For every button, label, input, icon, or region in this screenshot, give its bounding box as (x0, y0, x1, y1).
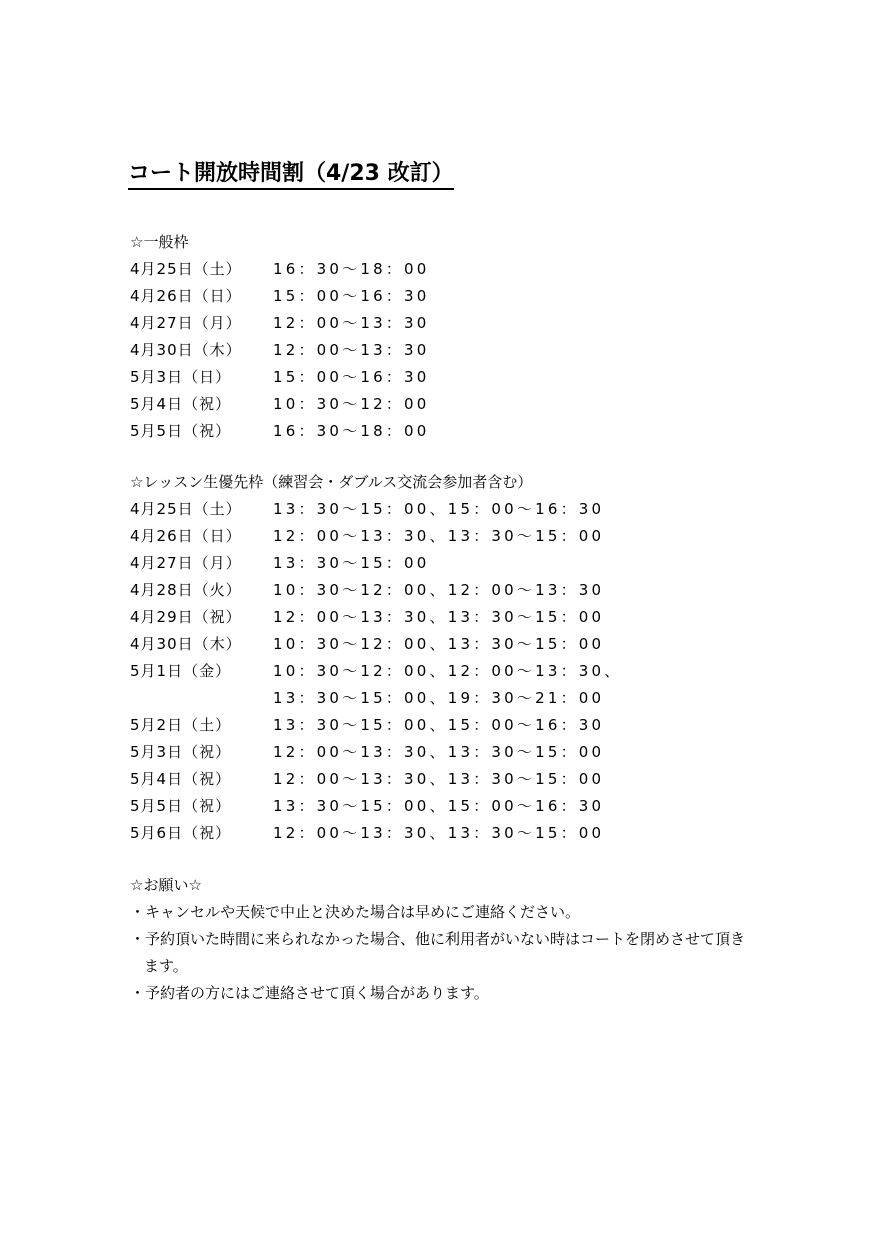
row-time: 12：00〜13：30 (273, 314, 430, 332)
row-date: 5月5日（祝） (130, 797, 232, 815)
schedule-row (130, 550, 532, 577)
schedule-row-continuation (130, 685, 605, 712)
row-time: 13：30〜15：00 (273, 554, 430, 572)
row-time: 10：30〜12：00、12：00〜13：30、 (273, 662, 623, 680)
row-date: 4月26日（日） (130, 287, 242, 305)
schedule-row (130, 496, 605, 523)
row-date: 4月28日（火） (130, 581, 242, 599)
row-date: 5月3日（日） (130, 368, 232, 386)
row-date: 4月30日（木） (130, 635, 242, 653)
row-date: 4月25日（土） (130, 500, 242, 518)
lesson-schedule-section (130, 469, 623, 847)
schedule-row (130, 256, 430, 283)
schedule-row (130, 337, 430, 364)
schedule-row (130, 739, 605, 766)
row-date: 5月5日（祝） (130, 422, 232, 440)
row-date: 5月6日（祝） (130, 824, 232, 842)
row-date: 4月25日（土） (130, 260, 242, 278)
schedule-row (130, 658, 623, 685)
notes-heading: ☆お願い☆ (130, 876, 202, 894)
row-time: 12：00〜13：30、13：30〜15：00 (273, 743, 605, 761)
row-time: 15：00〜16：30 (273, 368, 430, 386)
schedule-row (130, 523, 605, 550)
schedule-row (130, 712, 605, 739)
row-time: 13：30〜15：00、15：00〜16：30 (273, 500, 605, 518)
row-date: 5月2日（土） (130, 716, 232, 734)
schedule-row (130, 604, 605, 631)
note-line-continuation: ます。 (144, 957, 188, 975)
row-time: 15：00〜16：30 (273, 287, 430, 305)
row-date: 4月26日（日） (130, 527, 242, 545)
schedule-row (130, 631, 605, 658)
note-line: ・キャンセルや天候で中止と決めた場合は早めにご連絡ください。 (130, 903, 581, 921)
schedule-row (130, 310, 430, 337)
row-time: 12：00〜13：30、13：30〜15：00 (273, 527, 605, 545)
row-time: 10：30〜12：00、12：00〜13：30 (273, 581, 605, 599)
row-date: 4月30日（木） (130, 341, 242, 359)
notes-section (130, 872, 745, 1007)
row-date: 4月27日（月） (130, 314, 242, 332)
row-time: 12：00〜13：30、13：30〜15：00 (273, 824, 605, 842)
row-time: 13：30〜15：00、15：00〜16：30 (273, 716, 605, 734)
row-date: 4月27日（月） (130, 554, 242, 572)
row-date: 5月3日（祝） (130, 743, 232, 761)
row-time: 10：30〜12：00 (273, 395, 430, 413)
page-title: コート開放時間割（4/23 改訂） (128, 161, 454, 190)
schedule-row (130, 391, 430, 418)
schedule-row (130, 820, 605, 847)
row-date: 5月4日（祝） (130, 770, 232, 788)
schedule-row (130, 577, 605, 604)
schedule-row (130, 364, 430, 391)
row-date: 4月29日（祝） (130, 608, 242, 626)
schedule-row (130, 793, 605, 820)
row-time: 16：30〜18：00 (273, 422, 430, 440)
row-date: 5月4日（祝） (130, 395, 232, 413)
row-time: 12：00〜13：30、13：30〜15：00 (273, 770, 605, 788)
row-date: 5月1日（金） (130, 662, 232, 680)
row-time: 12：00〜13：30 (273, 341, 430, 359)
general-schedule-section (130, 229, 430, 445)
note-line: ・予約者の方にはご連絡させて頂く場合があります。 (130, 984, 489, 1002)
schedule-row (130, 766, 605, 793)
general-heading: ☆一般枠 (130, 233, 189, 251)
row-time: 13：30〜15：00、19：30〜21：00 (273, 689, 605, 707)
schedule-row (130, 283, 430, 310)
row-time: 10：30〜12：00、13：30〜15：00 (273, 635, 605, 653)
row-time: 16：30〜18：00 (273, 260, 430, 278)
row-time: 13：30〜15：00、15：00〜16：30 (273, 797, 605, 815)
row-time: 12：00〜13：30、13：30〜15：00 (273, 608, 605, 626)
lesson-heading: ☆レッスン生優先枠（練習会・ダブルス交流会参加者含む） (130, 473, 533, 491)
schedule-row (130, 418, 430, 445)
note-line: ・予約頂いた時間に来られなかった場合、他に利用者がいない時はコートを閉めさせて頂き (130, 930, 746, 948)
